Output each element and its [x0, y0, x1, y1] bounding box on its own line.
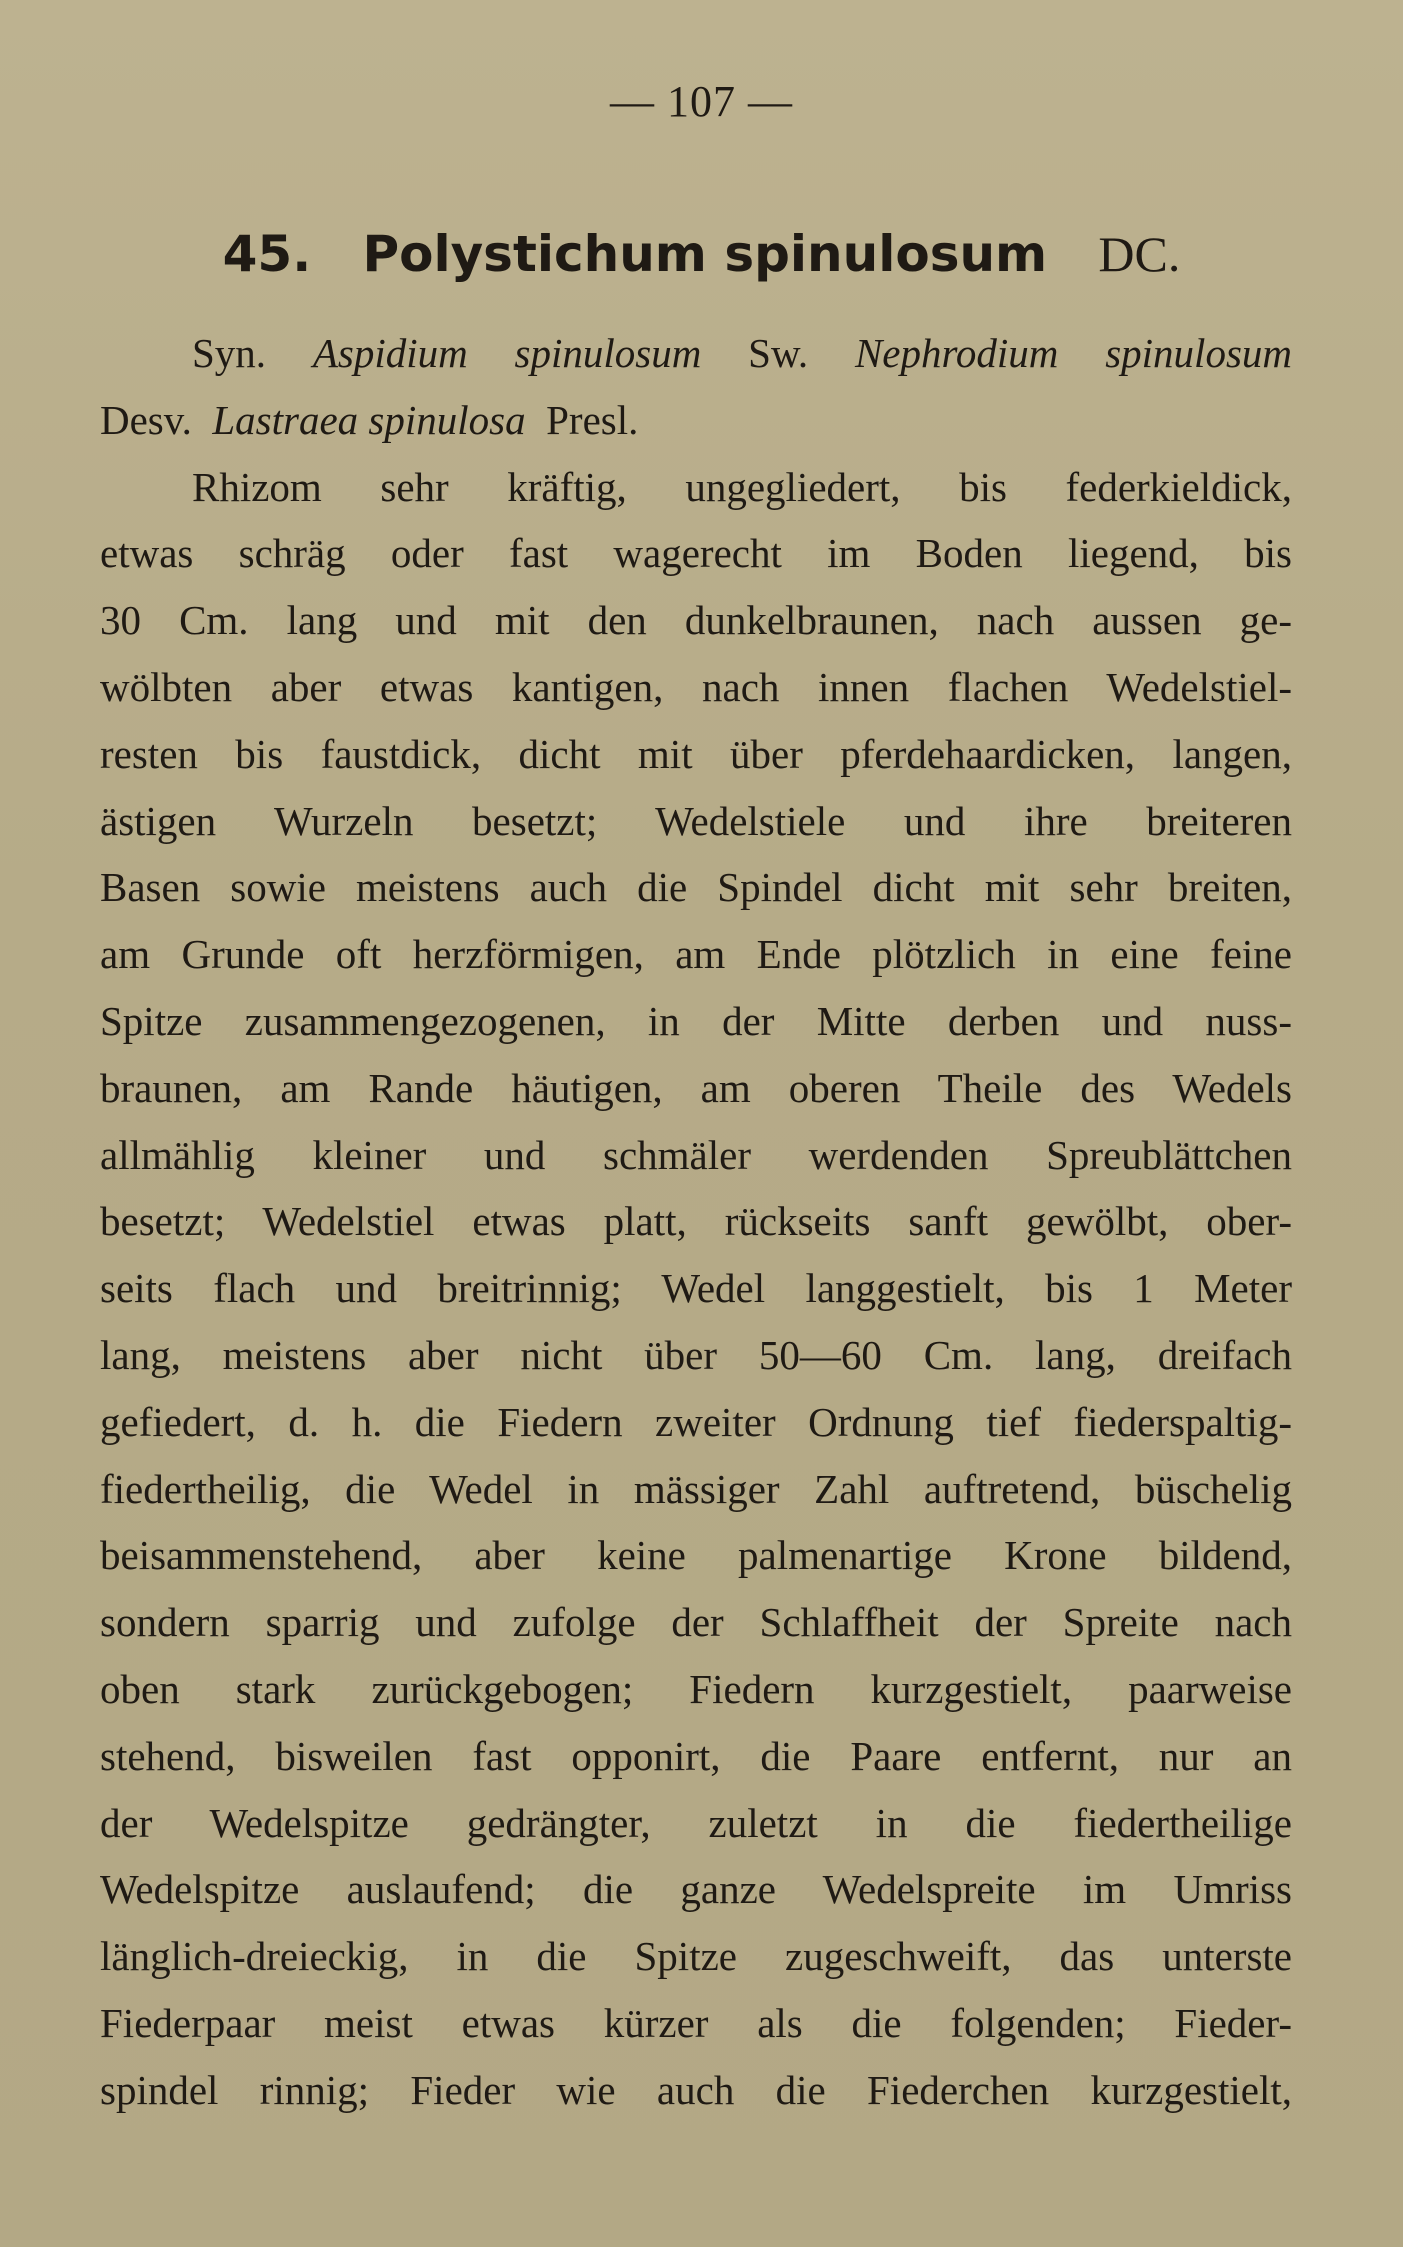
description-paragraph	[100, 454, 1292, 2124]
text-line: Rhizom sehr kräftig, ungegliedert, bis federkieldick,	[192, 463, 1292, 510]
synonym-line	[100, 320, 1292, 387]
text-line: Basen sowie meistens auch die Spindel dicht mit sehr breiten,	[100, 864, 1292, 911]
text-line: seits flach und breitrinnig; Wedel langgestielt, bis 1 Meter	[100, 1265, 1292, 1312]
text-line: Fiederpaar meist etwas kürzer als die folgenden; Fieder-	[100, 1999, 1292, 2046]
text-line: Spitze zusammengezogenen, in der Mitte derben und nuss-	[100, 997, 1292, 1044]
page-number: — 107 —	[610, 77, 793, 126]
synonym-author: Presl.	[546, 396, 639, 443]
text-line: Wedelspitze auslaufend; die ganze Wedelspreite im Umriss	[100, 1866, 1292, 1913]
species-author: DC.	[1098, 226, 1181, 282]
text-line: spindel rinnig; Fieder wie auch die Fiederchen kurzgestielt,	[100, 2066, 1292, 2113]
synonym-name: Nephrodium spinulosum	[854, 330, 1293, 376]
synonym-author: Sw.	[748, 330, 809, 376]
text-line: am Grunde oft herzförmigen, am Ende plötzlich in eine feine	[100, 931, 1292, 978]
synonym-name: Aspidium spinulosum	[312, 330, 702, 376]
text-line: oben stark zurückgebogen; Fiedern kurzgestielt, paarweise	[100, 1665, 1292, 1712]
text-line: länglich-dreieckig, in die Spitze zugeschweift, das unterste	[100, 1933, 1292, 1980]
text-line: resten bis faustdick, dicht mit über pferdehaardicken, langen,	[100, 730, 1292, 777]
text-line: besetzt; Wedelstiel etwas platt, rückseits sanft gewölbt, ober-	[100, 1198, 1292, 1245]
text-line: sondern sparrig und zufolge der Schlaffheit der Spreite nach	[100, 1599, 1292, 1646]
synonym-author: Desv.	[100, 396, 192, 443]
text-line: etwas schräg oder fast wagerecht im Boden liegend, bis	[100, 530, 1292, 577]
synonym-prefix: Syn.	[192, 330, 267, 376]
text-line: beisammenstehend, aber keine palmenartige Krone bildend,	[100, 1532, 1292, 1579]
species-name: Polystichum spinulosum	[362, 225, 1048, 283]
text-line: 30 Cm. lang und mit den dunkelbraunen, nach aussen ge-	[100, 597, 1292, 644]
text-line: allmählig kleiner und schmäler werdenden Spreublättchen	[100, 1131, 1292, 1178]
text-line: ästigen Wurzeln besetzt; Wedelstiele und ihre breiteren	[100, 797, 1292, 844]
section-heading	[0, 222, 1403, 286]
text-line: der Wedelspitze gedrängter, zuletzt in die fiedertheilige	[100, 1799, 1292, 1846]
text-line: gefiedert, d. h. die Fiedern zweiter Ordnung tief fiederspaltig-	[100, 1398, 1292, 1445]
section-number: 45.	[222, 225, 312, 283]
body-text	[100, 320, 1292, 2124]
text-line: lang, meistens aber nicht über 50—60 Cm. lang, dreifach	[100, 1331, 1292, 1378]
synonym-line	[100, 387, 1292, 454]
text-line: braunen, am Rande häutigen, am oberen Theile des Wedels	[100, 1064, 1292, 1111]
synonym-name: Lastraea spinulosa	[212, 396, 526, 443]
text-line: fiedertheilig, die Wedel in mässiger Zahl auftretend, büschelig	[100, 1465, 1292, 1512]
text-line: wölbten aber etwas kantigen, nach innen flachen Wedelstiel-	[100, 663, 1292, 710]
text-line: stehend, bisweilen fast opponirt, die Paare entfernt, nur an	[100, 1732, 1292, 1779]
